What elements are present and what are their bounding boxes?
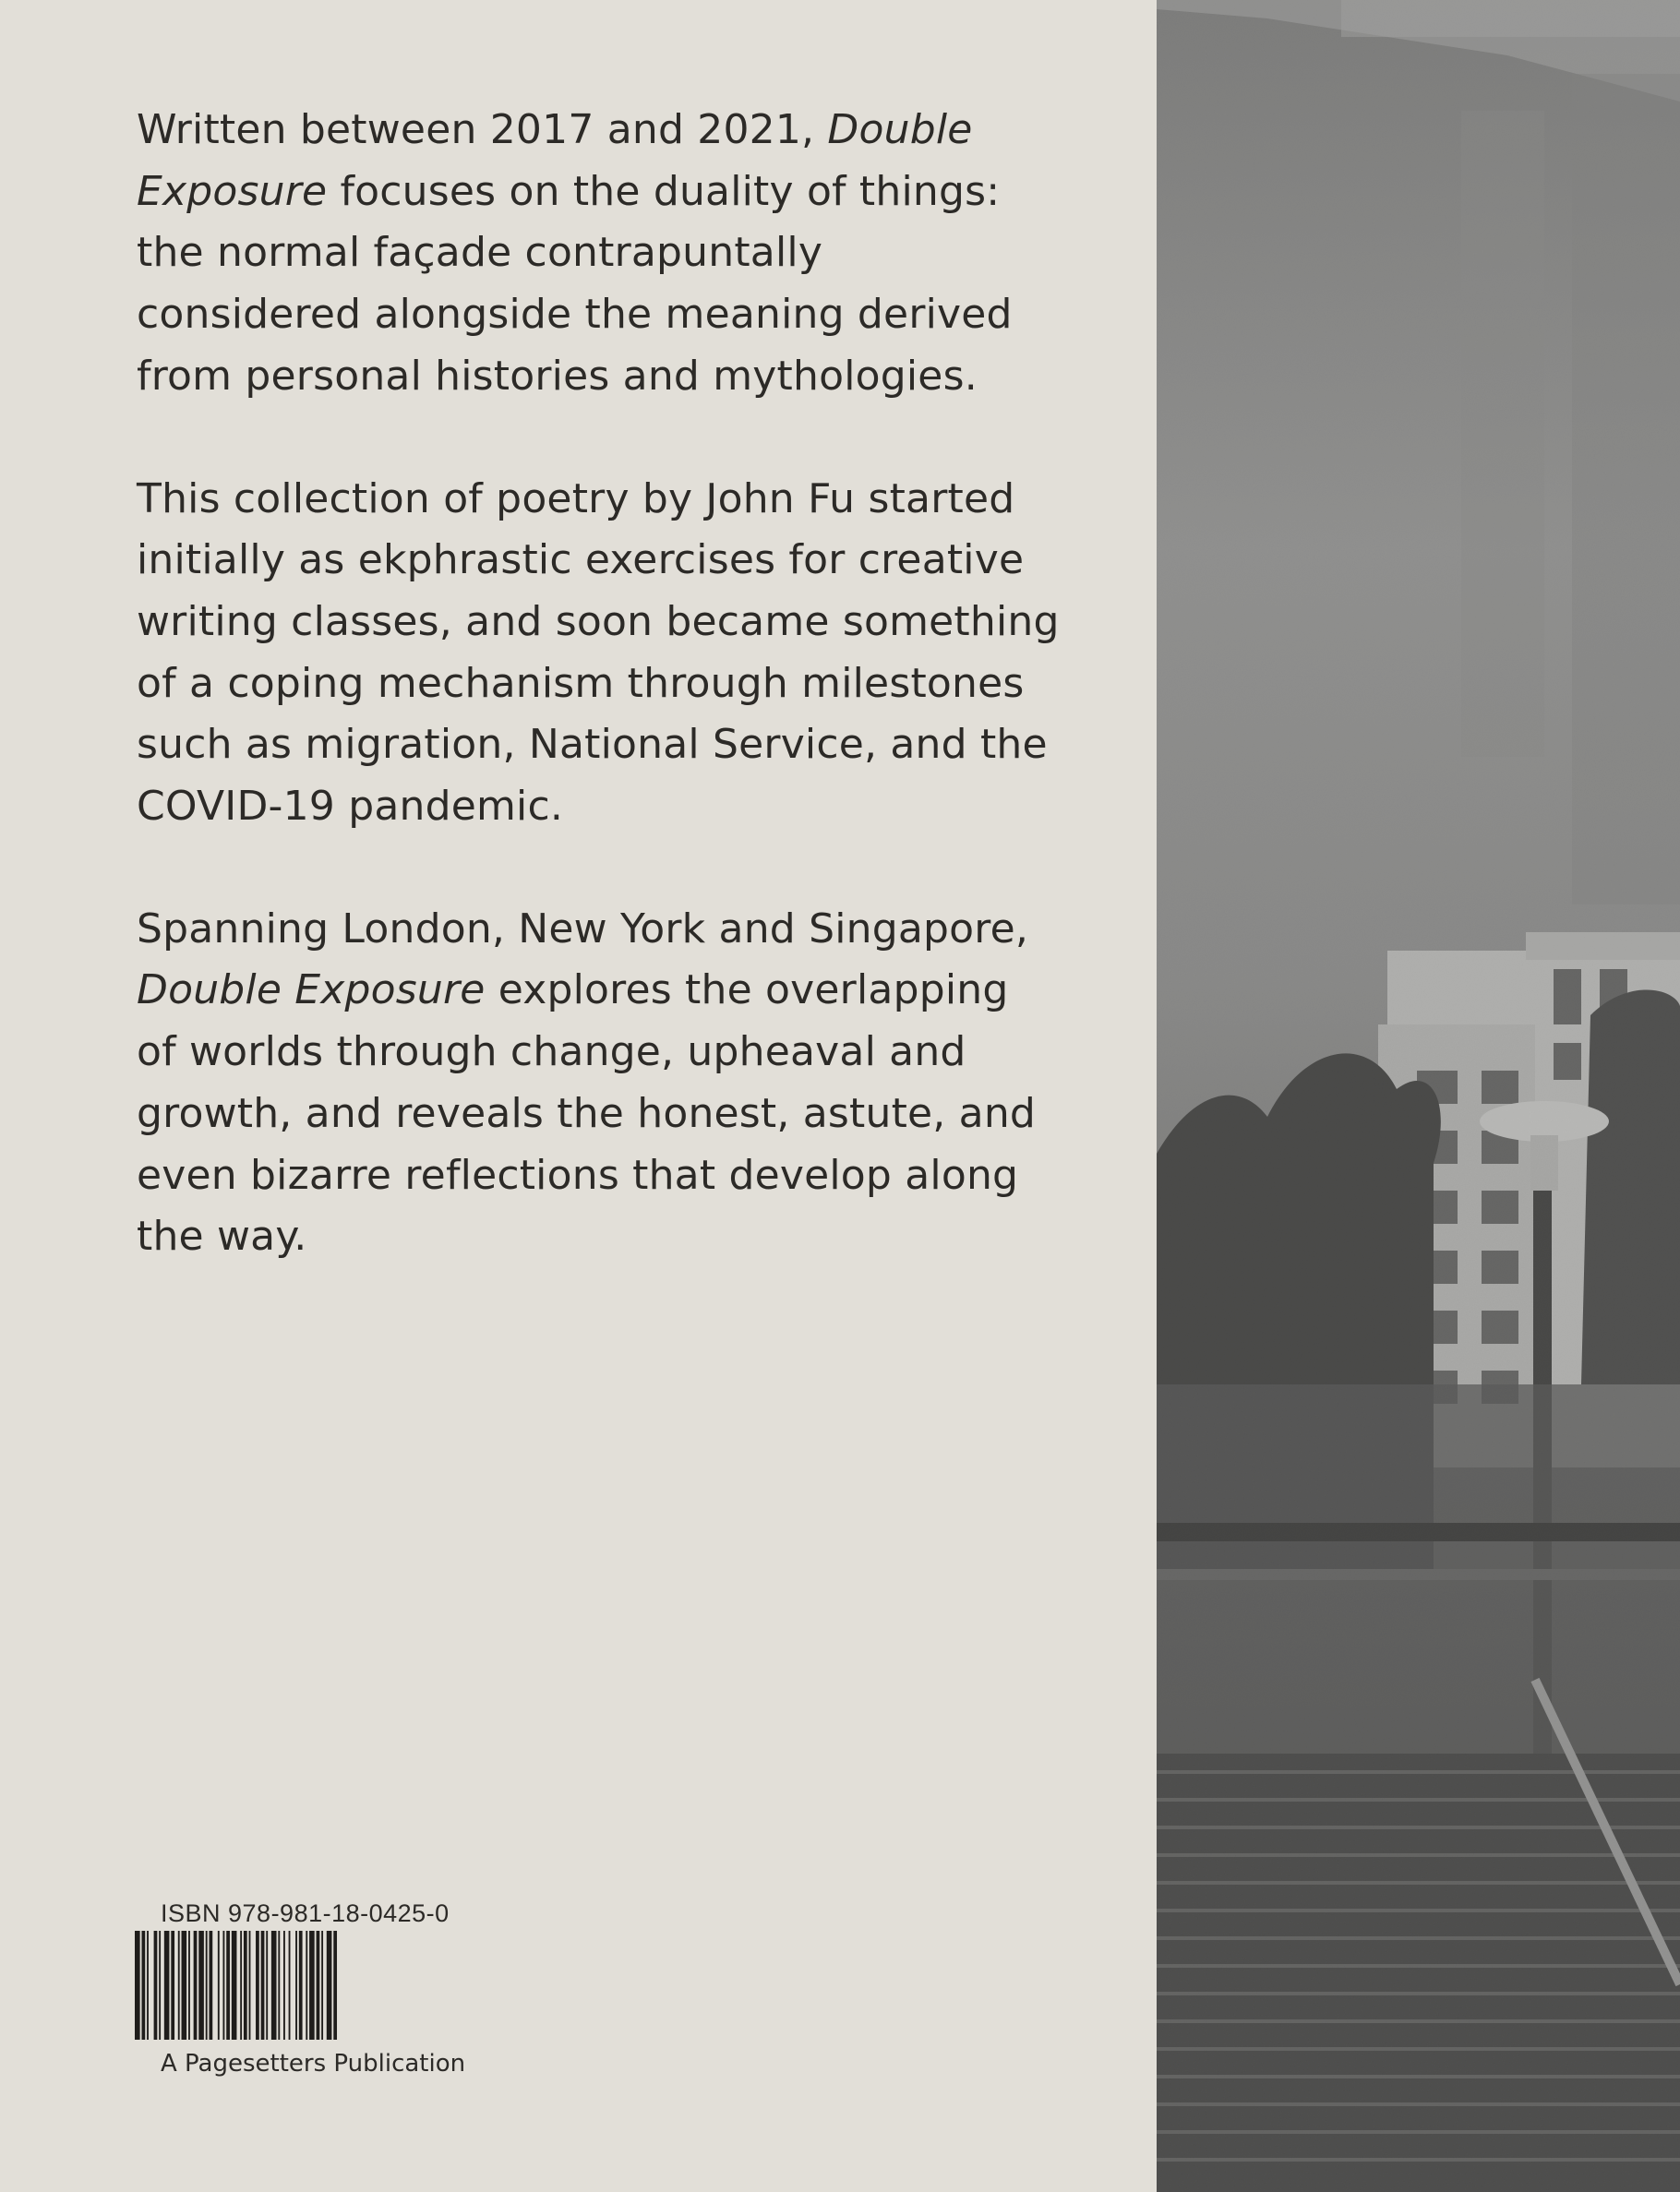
barcode-bar (232, 1931, 237, 2040)
barcode-bar (164, 1931, 170, 2040)
barcode-bar (266, 1931, 268, 2040)
barcode-bar (321, 1931, 323, 2040)
cover-photograph (1157, 0, 1680, 2192)
barcode-bar (226, 1931, 230, 2040)
barcode-bar (295, 1931, 297, 2040)
barcode-bar (141, 1931, 145, 2040)
barcode-bar (283, 1931, 285, 2040)
barcode-bar (244, 1931, 247, 2040)
barcode-bar (261, 1931, 265, 2040)
book-blurb (137, 100, 1060, 1329)
barcode-bar (178, 1931, 180, 2040)
barcode-bar (147, 1931, 149, 2040)
barcode-bar (171, 1931, 174, 2040)
barcode-bar (249, 1931, 251, 2040)
publisher-credit: A Pagesetters Publication (161, 2050, 466, 2078)
barcode-bar (309, 1931, 315, 2040)
book-title-italic: Double Exposure (137, 966, 486, 1014)
blurb-paragraph-2: This collection of poetry by John Fu started initially as ekphrastic exercises for creative writing classes, and soon became something of a coping mechanism through milestones such as migration, National Service, and the COVID-19 pandemic. (137, 474, 1060, 831)
barcode-bar (240, 1931, 242, 2040)
barcode-bar (159, 1931, 161, 2040)
barcode-bar (210, 1931, 213, 2040)
blurb-p1-intro: Written between 2017 and 2021, (137, 106, 828, 153)
barcode-bar (135, 1931, 140, 2040)
barcode-bar (289, 1931, 291, 2040)
black-and-white-building-photo (1157, 0, 1680, 2192)
barcode-bar (206, 1931, 208, 2040)
barcode-bar (198, 1931, 204, 2040)
barcode-bar (256, 1931, 259, 2040)
blurb-paragraph-3 (137, 899, 1060, 1268)
barcode-bar (278, 1931, 280, 2040)
barcode-bar (317, 1931, 320, 2040)
book-title-italic: Double Exposure (137, 106, 973, 215)
barcode-bar (194, 1931, 198, 2040)
isbn-number: ISBN 978-981-18-0425-0 (161, 1899, 450, 1927)
barcode-bar (327, 1931, 332, 2040)
blurb-p3-rest: explores the overlapping of worlds through change, upheaval and growth, and reveals the honest, astute, and even bizarre reflections that develop along the way. (137, 966, 1037, 1261)
blurb-p3-intro: Spanning London, New York and Singapore, (137, 904, 1029, 952)
barcode-bar (218, 1931, 220, 2040)
barcode-bar (188, 1931, 190, 2040)
blurb-p1-rest: focuses on the duality of things: the normal façade contrapuntally considered alongside the meaning derived from personal histories and mythologies. (137, 167, 1013, 400)
barcode-bar (182, 1931, 187, 2040)
barcode-bar (154, 1931, 158, 2040)
barcode-bar (299, 1931, 303, 2040)
barcode-bar (306, 1931, 307, 2040)
barcode-bar (271, 1931, 277, 2040)
barcode-image (135, 1931, 478, 2040)
blurb-paragraph-1 (137, 100, 1060, 408)
barcode-bar (333, 1931, 337, 2040)
barcode-bar (222, 1931, 224, 2040)
